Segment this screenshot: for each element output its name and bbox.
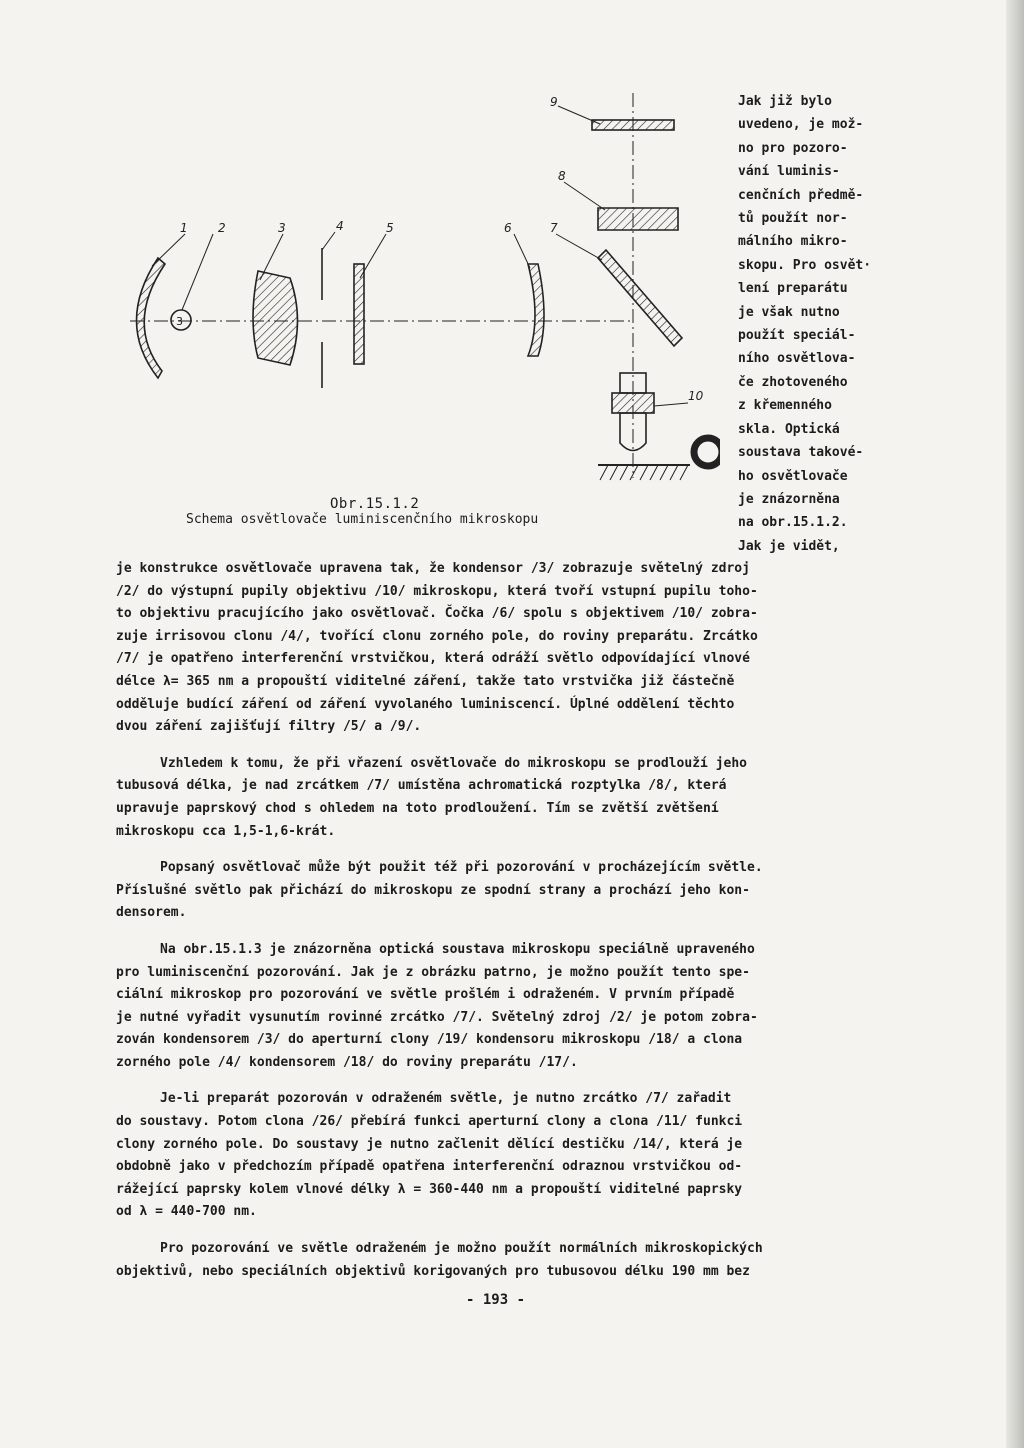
label-9: 9 (550, 95, 558, 109)
side-line: soustava takové- (738, 445, 864, 461)
label-3: 3 (278, 221, 286, 235)
paragraph (116, 753, 896, 843)
paragraph (116, 857, 896, 925)
text-line: zorného pole /4/ kondensorem /18/ do roviny preparátu /17/. (116, 1054, 578, 1070)
text-line: délce λ= 365 nm a propouští viditelné záření, takže tato vrstvička již částečně (116, 673, 735, 689)
text-line: /2/ do výstupní pupily objektivu /10/ mikroskopu, která tvoří vstupní pupilu toho- (116, 583, 758, 599)
side-line: je znázorněna (738, 491, 840, 507)
label-4: 4 (336, 219, 344, 233)
text-line: dvou záření zajišťují filtry /5/ a /9/. (116, 719, 422, 735)
paragraph (116, 939, 896, 1075)
text-line: zuje irrisovou clonu /4/, tvořící clonu zorného pole, do roviny preparátu. Zrcátko (116, 628, 758, 644)
side-line: málního mikro- (738, 234, 848, 250)
figure-caption: Schema osvětlovače luminiscenčního mikroskopu (186, 512, 539, 527)
mirror-1 (137, 258, 166, 378)
text-line: Příslušné světlo pak přichází do mikroskopu ze spodní strany a prochází jeho kon- (116, 882, 750, 898)
side-line: z křemenného (738, 398, 832, 414)
text-line: densorem. (116, 905, 187, 921)
text-line: je konstrukce osvětlovače upravena tak, že kondensor /3/ zobrazuje světelný zdroj (116, 561, 750, 576)
label-6: 6 (504, 221, 512, 235)
text-line: objektivů, nebo speciálních objektivů korigovaných pro tubusovou délku 190 mm bez (116, 1263, 750, 1279)
text-line: do soustavy. Potom clona /26/ přebírá funkci aperturní clony a clona /11/ funkci (116, 1114, 743, 1130)
side-line: na obr.15.1.2. (738, 515, 848, 531)
lens-8 (598, 208, 678, 230)
optical-schema-figure (110, 88, 720, 538)
label-1: 1 (180, 221, 188, 235)
text-line: Vzhledem k tomu, že při vřazení osvětlovače do mikroskopu se prodlouží jeho (160, 755, 747, 771)
text-line: od λ = 440-700 nm. (116, 1204, 257, 1220)
side-line: skla. Optická (738, 421, 840, 437)
condenser-3 (253, 271, 298, 365)
body-text (116, 558, 896, 1297)
label-2: 2 (218, 221, 226, 235)
text-line: /7/ je opatřeno interferenční vrstvičkou, která odráží světlo odpovídající vlnové (116, 651, 750, 667)
side-line: Jak již bylo (738, 94, 832, 109)
text-line: odděluje budící záření od záření vyvolaného luminiscencí. Úplné oddělení těchto (116, 696, 735, 712)
label-10: 10 (688, 389, 704, 403)
side-column-text (738, 90, 908, 558)
page-edge-shadow (1006, 0, 1024, 1448)
text-line: obdobně jako v předchozím případě opatřena interferenční odraznou vrstvičkou od- (116, 1159, 743, 1175)
text-line: je nutné vyřadit vysunutím rovinné zrcátko /7/. Světelný zdroj /2/ je potom zobra- (116, 1009, 758, 1025)
text-line: rážející paprsky kolem vlnové délky λ = 360-440 nm a propouští viditelné paprsky (116, 1181, 743, 1197)
side-line: uvedeno, je mož- (738, 117, 864, 133)
text-line: Pro pozorování ve světle odraženém je možno použít normálních mikroskopických (160, 1241, 763, 1257)
optical-schema-drawing (110, 88, 720, 538)
side-line: cenčních předmě- (738, 187, 864, 203)
text-line: Na obr.15.1.3 je znázorněna optická soustava mikroskopu speciálně upraveného (160, 941, 755, 957)
side-line: no pro pozoro- (738, 140, 848, 156)
text-line: to objektivu pracujícího jako osvětlovač. Čočka /6/ spolu s objektivem /10/ zobra- (116, 606, 758, 622)
paragraph (116, 1088, 896, 1224)
side-line: če zhotoveného (738, 374, 848, 390)
filter-9 (592, 120, 674, 130)
label-7: 7 (550, 221, 558, 235)
text-line: Je-li preparát pozorován v odraženém světle, je nutno zrcátko /7/ zařadit (160, 1091, 732, 1107)
side-line: skopu. Pro osvět· (738, 257, 872, 273)
side-line: použít speciál- (738, 328, 856, 344)
lens-6 (528, 264, 544, 356)
mirror-7 (598, 250, 682, 346)
side-line: je však nutno (738, 304, 840, 320)
svg-text:3: 3 (176, 315, 183, 328)
side-line: ho osvětlovače (738, 468, 848, 484)
side-line: ního osvětlova- (738, 351, 856, 367)
text-line: upravuje paprskový chod s ohledem na toto prodloužení. Tím se zvětší zvětšení (116, 800, 719, 816)
figure-number: Obr.15.1.2 (330, 496, 420, 512)
paragraph (116, 1238, 896, 1283)
text-line: pro luminiscenční pozorování. Jak je z obrázku patrno, je možno použít tento spe- (116, 964, 750, 980)
side-line: tů použít nor- (738, 211, 848, 227)
text-line: mikroskopu cca 1,5-1,6-krát. (116, 823, 336, 839)
text-line: Popsaný osvětlovač může být použit též při pozorování v procházejícím světle. (160, 860, 763, 876)
label-5: 5 (386, 221, 394, 235)
side-line: lení preparátu (738, 281, 848, 297)
text-line: ciální mikroskop pro pozorování ve světle prošlém i odraženém. V prvním případě (116, 987, 735, 1003)
text-line: zován kondensorem /3/ do aperturní clony /19/ kondensoru mikroskopu /18/ a clona (116, 1032, 743, 1048)
text-line: tubusová délka, je nad zrcátkem /7/ umístěna achromatická rozptylka /8/, která (116, 778, 727, 794)
text-line: clony zorného pole. Do soustavy je nutno začlenit dělící destičku /14/, která je (116, 1136, 743, 1152)
paragraph (116, 558, 896, 739)
side-line: vání luminis- (738, 164, 840, 180)
page-number: - 193 - (466, 1292, 526, 1308)
side-line: Jak je vidět, (738, 538, 840, 554)
filter-5 (354, 264, 364, 364)
label-8: 8 (558, 169, 566, 183)
